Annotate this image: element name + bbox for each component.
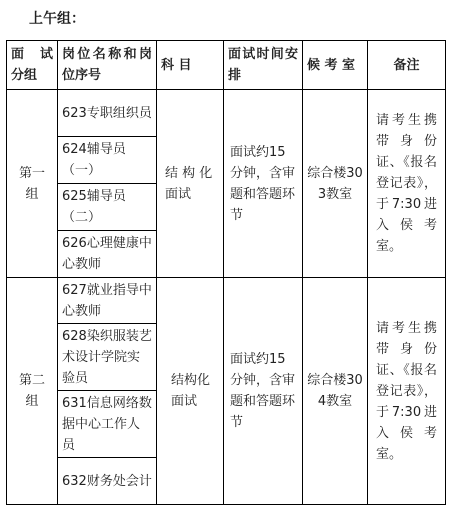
position-cell: 631信息网络数据中心工作人员: [58, 391, 157, 458]
position-cell: 624辅导员（一）: [58, 137, 157, 184]
time-cell: 面试约15分钟，含审题和答题环节: [224, 90, 303, 278]
section-title: 上午组：: [29, 11, 85, 27]
header-row: [7, 41, 446, 90]
position-cell: 628染织服装艺术设计学院实验员: [58, 324, 157, 391]
header-group: 面 试分组: [7, 41, 58, 90]
position-cell: 632财务处会计: [58, 458, 157, 505]
group-name: 第二组: [7, 278, 58, 505]
note-cell: 请考生携带身份证、《报名登记表》，于7:30进入侯考室。: [368, 90, 446, 278]
group-name: 第一组: [7, 90, 58, 278]
position-cell: 623专职组织员: [58, 90, 157, 137]
note-cell: 请考生携带身份证、《报名登记表》，于7:30进入侯考室。: [368, 278, 446, 505]
subject-cell: 结构化面试: [157, 278, 224, 505]
time-cell: 面试约15分钟，含审题和答题环节: [224, 278, 303, 505]
position-cell: 627就业指导中心教师: [58, 278, 157, 324]
subject-cell: 结 构 化面试: [157, 90, 224, 278]
header-subject: 科 目: [157, 41, 224, 90]
room-cell: 综合楼303教室: [303, 90, 368, 278]
interview-schedule-table: [6, 40, 446, 505]
table-row: [7, 278, 446, 324]
header-note: 备注: [368, 41, 446, 90]
header-room: 候 考 室: [303, 41, 368, 90]
room-cell: 综合楼304教室: [303, 278, 368, 505]
table-row: [7, 90, 446, 137]
header-position: 岗位名称和岗位序号: [58, 41, 157, 90]
position-cell: 625辅导员（二）: [58, 184, 157, 231]
header-time: 面试时间安排: [224, 41, 303, 90]
position-cell: 626心理健康中心教师: [58, 231, 157, 278]
